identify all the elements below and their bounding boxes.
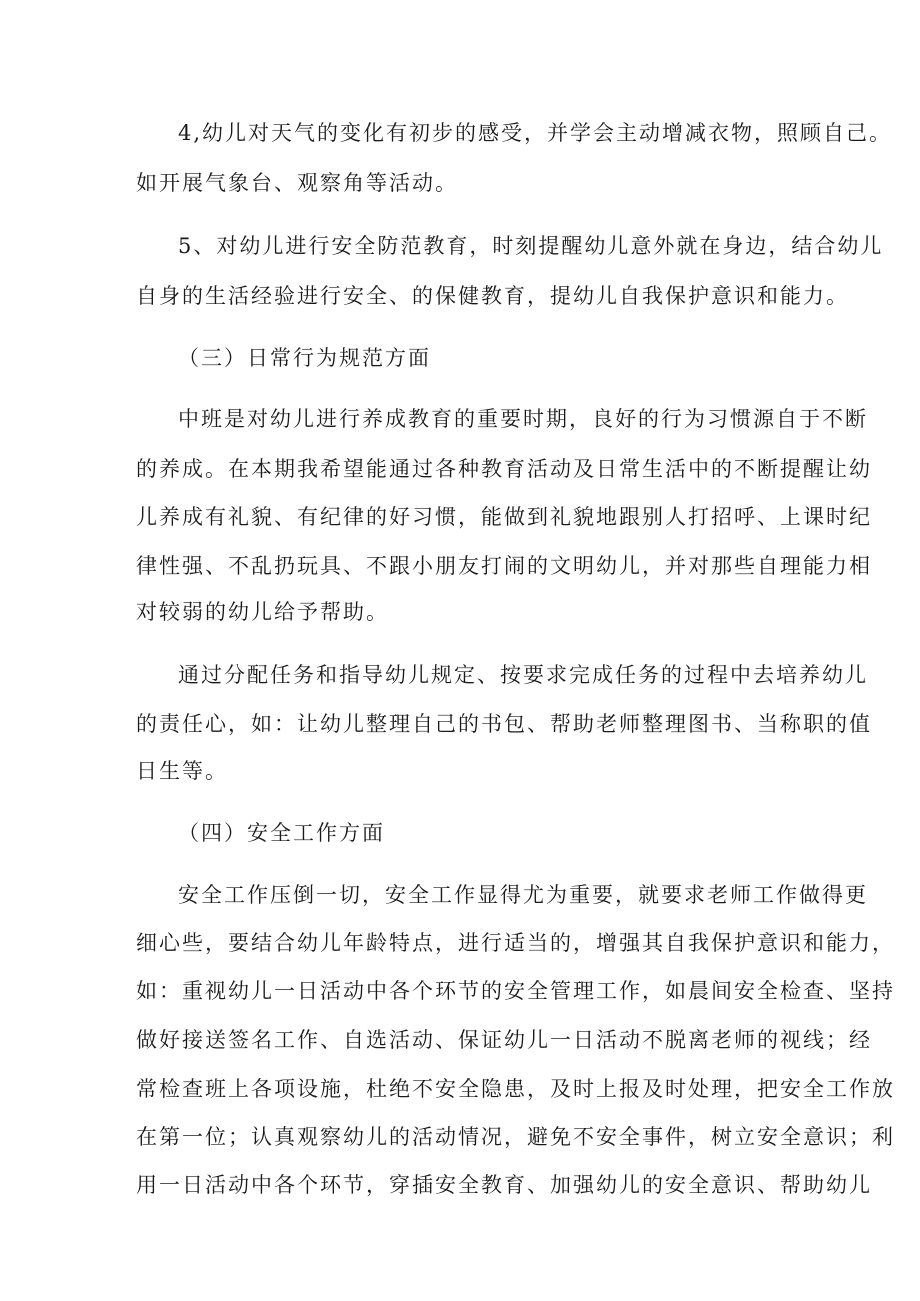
paragraph-8-line-7: 用一日活动中各个环节，穿插安全教育、加强幼儿的安全意识、帮助幼儿 [136, 1173, 872, 1197]
paragraph-8-line-5: 常检查班上各项设施，杜绝不安全隐患，及时上报及时处理，把安全工作放 [136, 1077, 895, 1101]
paragraph-5-line-1: 5、对幼儿进行安全防范教育，时刻提醒幼儿意外就在身边，结合幼儿 [178, 234, 884, 258]
paragraph-8-line-2: 细心些，要结合幼儿年龄特点，进行适当的，增强其自我保护意识和能力， [136, 931, 895, 955]
paragraph-6-line-5: 对较弱的幼儿给予帮助。 [136, 600, 389, 624]
paragraph-6-line-4: 律性强、不乱扔玩具、不跟小朋友打闹的文明幼儿，并对那些自理能力相 [136, 554, 872, 578]
paragraph-4-line-1: 4,幼儿对天气的变化有初步的感受，并学会主动增减衣物，照顾自己。 [178, 121, 893, 145]
paragraph-6-line-3: 儿养成有礼貌、有纪律的好习惯，能做到礼貌地跟别人打招呼、上课时纪 [136, 505, 872, 529]
paragraph-7-line-3: 日生等。 [136, 759, 228, 783]
paragraph-8-line-6: 在第一位；认真观察幼儿的活动情况，避免不安全事件，树立安全意识；利 [136, 1125, 895, 1149]
paragraph-6-line-1: 中班是对幼儿进行养成教育的重要时期，良好的行为习惯源自于不断 [178, 407, 868, 431]
section-heading-3: （三）日常行为规范方面 [178, 346, 431, 370]
paragraph-4-line-2: 如开展气象台、观察角等活动。 [136, 171, 458, 195]
paragraph-5-line-2: 自身的生活经验进行安全、的保健教育，提幼儿自我保护意识和能力。 [136, 284, 849, 308]
paragraph-7-line-2: 的责任心，如：让幼儿整理自己的书包、帮助老师整理图书、当称职的值 [136, 712, 872, 736]
paragraph-7-line-1: 通过分配任务和指导幼儿规定、按要求完成任务的过程中去培养幼儿 [178, 663, 868, 687]
paragraph-8-line-3: 如：重视幼儿一日活动中各个环节的安全管理工作，如晨间安全检查、坚持 [136, 979, 895, 1003]
paragraph-8-line-1: 安全工作压倒一切，安全工作显得尤为重要，就要求老师工作做得更 [178, 883, 868, 907]
section-heading-4: （四）安全工作方面 [178, 821, 385, 845]
paragraph-6-line-2: 的养成。在本期我希望能通过各种教育活动及日常生活中的不断提醒让幼 [136, 457, 872, 481]
paragraph-8-line-4: 做好接送签名工作、自选活动、保证幼儿一日活动不脱离老师的视线；经 [136, 1028, 872, 1052]
